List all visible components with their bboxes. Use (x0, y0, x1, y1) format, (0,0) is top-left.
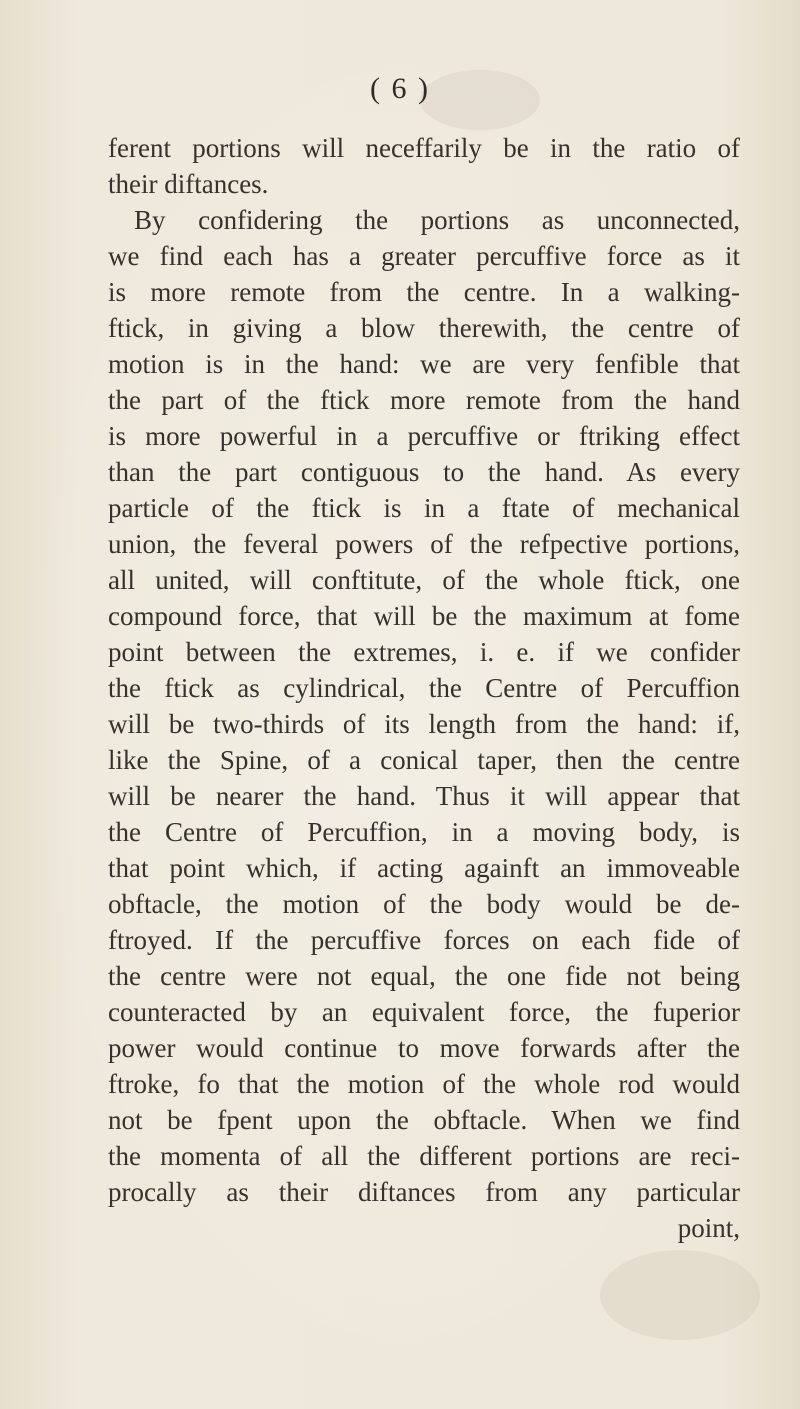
text-line: obftacle, the motion of the body would be de- (108, 889, 740, 919)
text-line: all united, will conftitute, of the whole ftick, one (108, 565, 740, 595)
text-line: counteracted by an equivalent force, the fuperior (108, 997, 740, 1027)
text-line: is more remote from the centre. In a walking- (108, 277, 740, 307)
text-line: is more powerful in a percuffive or ftriking effect (108, 421, 740, 451)
text-line: will be two-thirds of its length from the hand: if, (108, 709, 740, 739)
text-line: not be fpent upon the obftacle. When we find (108, 1105, 740, 1135)
text-line: the part of the ftick more remote from the hand (108, 385, 740, 415)
text-line: the momenta of all the different portions are reci- (108, 1141, 740, 1171)
catchword: point, (677, 1213, 740, 1243)
text-line: ftick, in giving a blow therewith, the centre of (108, 313, 740, 343)
text-line: power would continue to move forwards after the (108, 1033, 740, 1063)
paper-smudge (600, 1250, 760, 1340)
text-line: compound force, that will be the maximum at fome (108, 601, 740, 631)
text-line: the Centre of Percuffion, in a moving body, is (108, 817, 740, 847)
text-line: ferent portions will neceffarily be in the ratio of (108, 133, 740, 163)
text-line: ftroke, fo that the motion of the whole rod would (108, 1069, 740, 1099)
text-line: particle of the ftick is in a ftate of mechanical (108, 493, 740, 523)
text-line: ftroyed. If the percuffive forces on each fide of (108, 925, 740, 955)
text-line: By confidering the portions as unconnected, (134, 205, 740, 235)
text-line: point between the extremes, i. e. if we confider (108, 637, 740, 667)
text-line: we find each has a greater percuffive force as it (108, 241, 740, 271)
text-line: their diftances. (108, 169, 269, 199)
text-line: will be nearer the hand. Thus it will appear that (108, 781, 740, 811)
text-line: the ftick as cylindrical, the Centre of Percuffion (108, 673, 740, 703)
page-number: ( 6 ) (370, 72, 430, 105)
text-line: union, the feveral powers of the refpective portions, (108, 529, 740, 559)
text-line: motion is in the hand: we are very fenfible that (108, 349, 740, 379)
text-line: procally as their diftances from any particular (108, 1177, 740, 1207)
text-line: the centre were not equal, the one fide not being (108, 961, 740, 991)
text-line: like the Spine, of a conical taper, then the centre (108, 745, 740, 775)
text-line: than the part contiguous to the hand. As every (108, 457, 740, 487)
text-line: that point which, if acting againft an immoveable (108, 853, 740, 883)
